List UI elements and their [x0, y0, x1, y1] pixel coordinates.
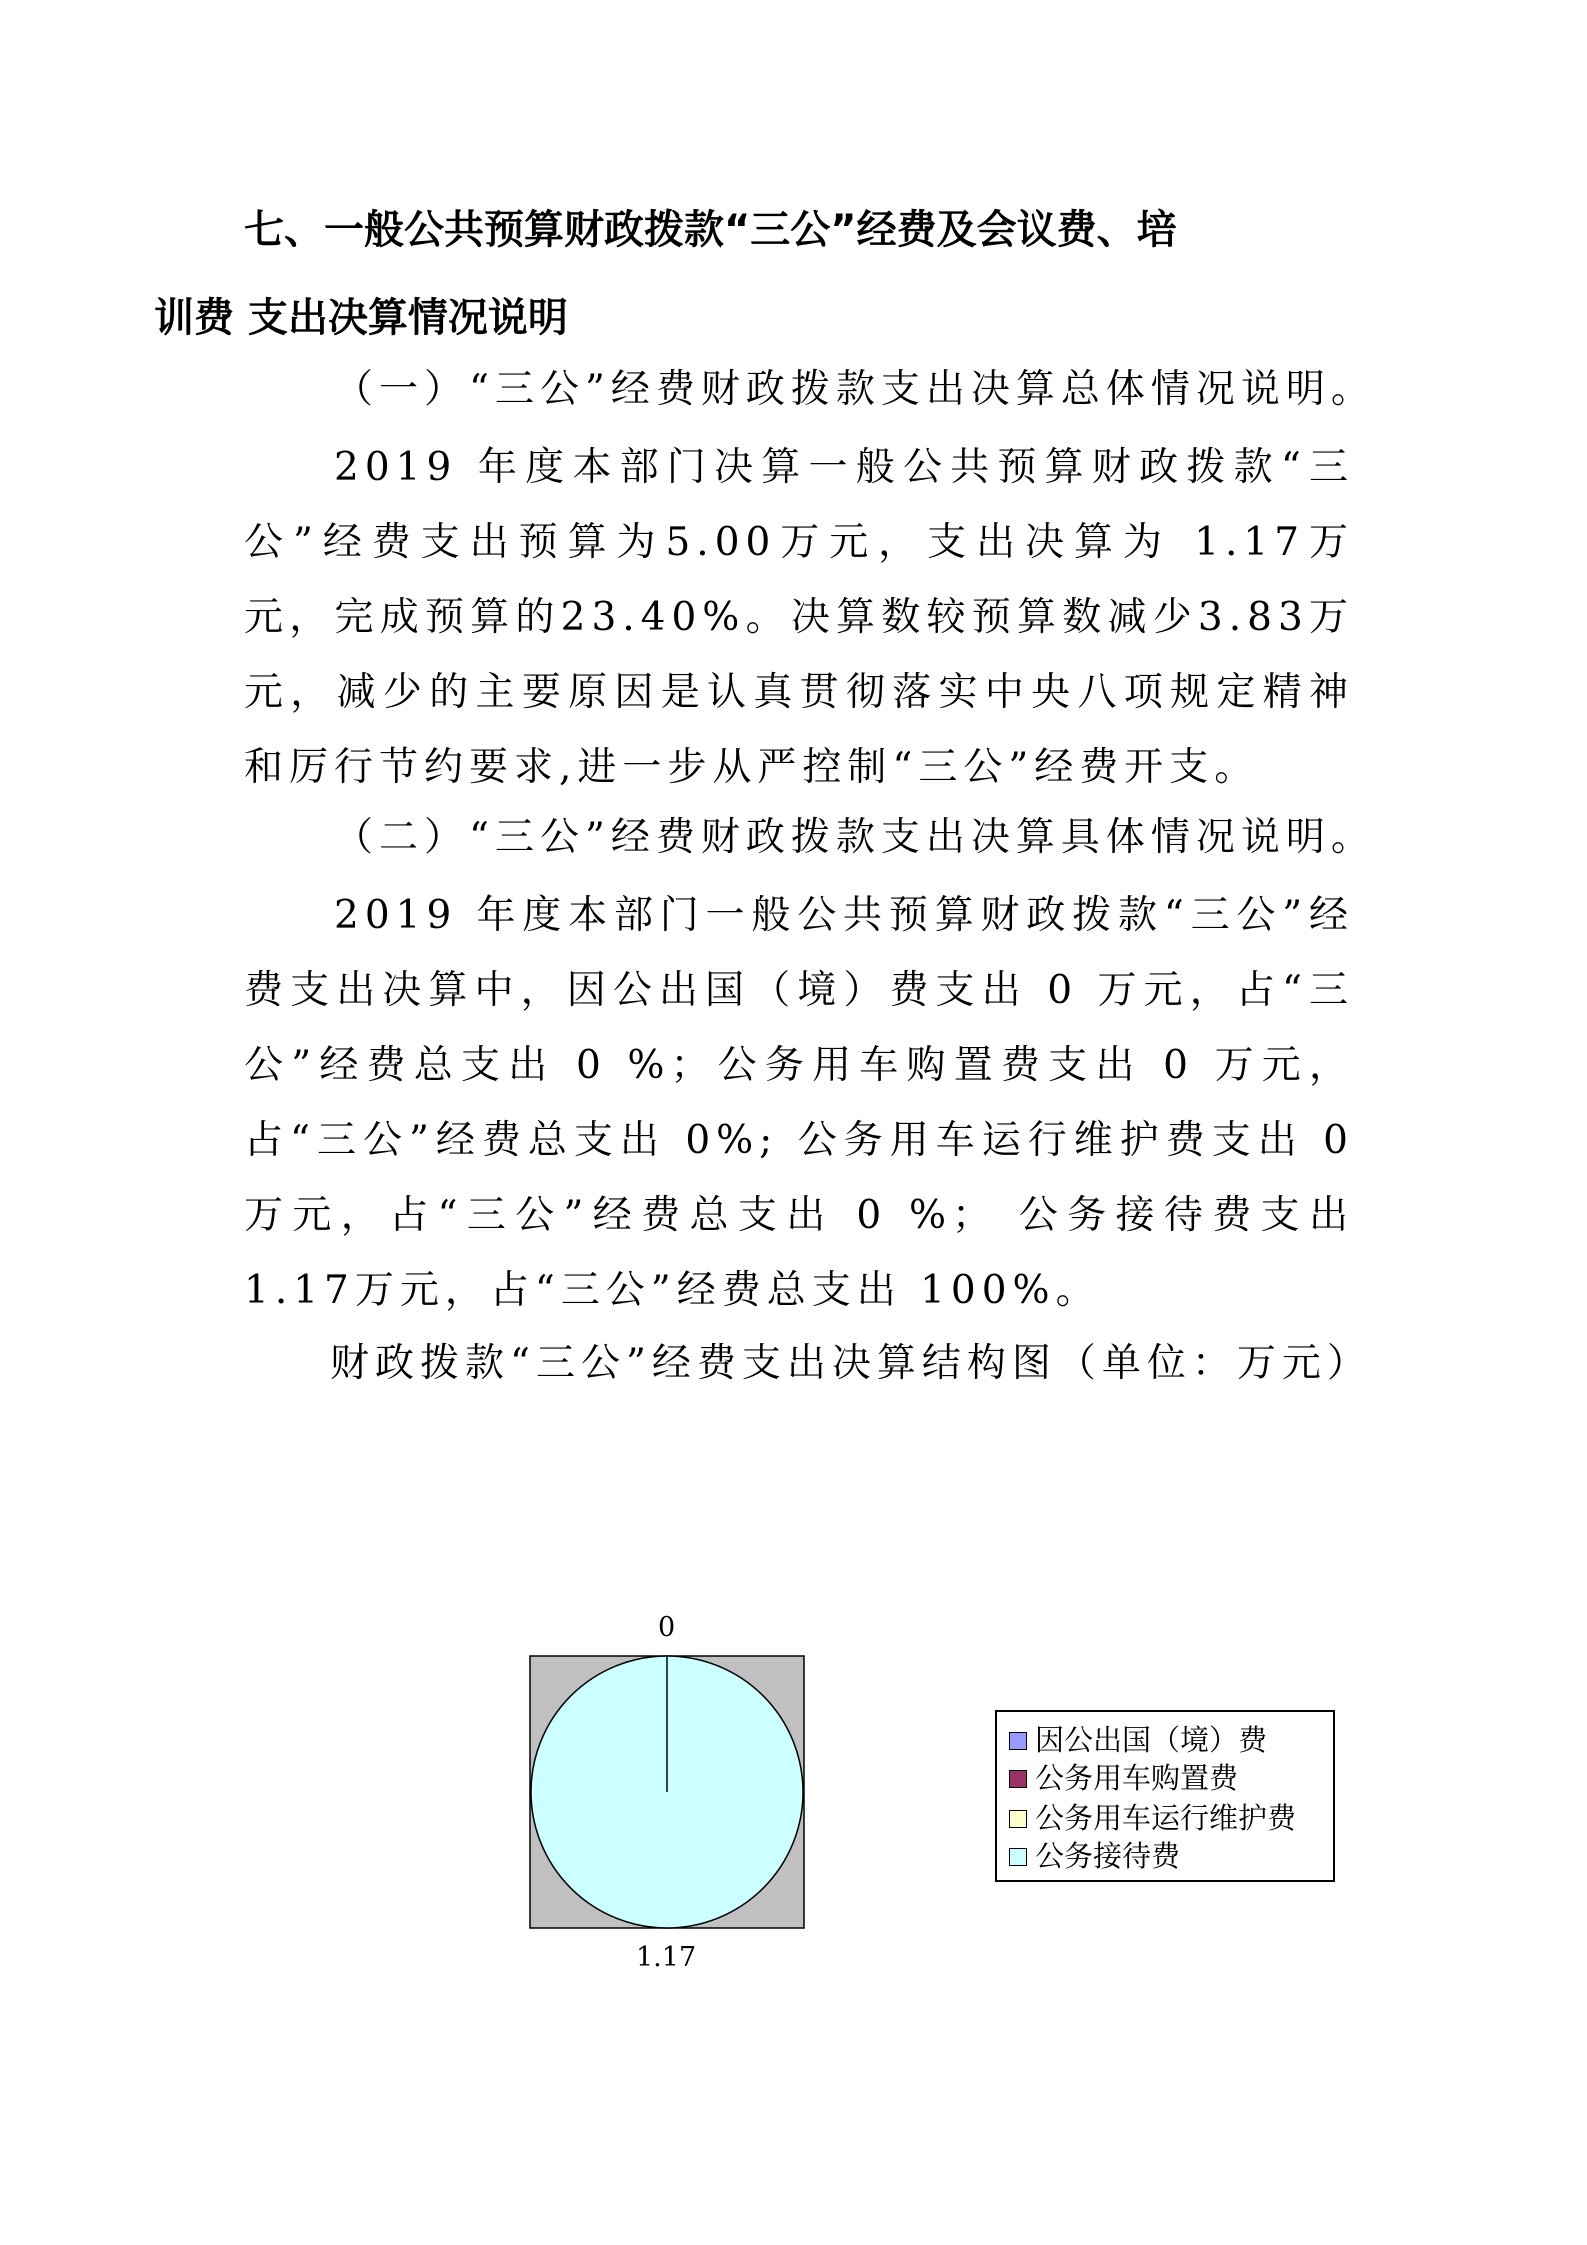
pie-slice	[531, 1656, 803, 1928]
legend-label: 因公出国（境）费	[1035, 1723, 1268, 1757]
plot-area	[530, 1656, 804, 1928]
heading-line-1: 七、一般公共预算财政拨款“三公”经费及会议费、培	[244, 207, 1177, 253]
legend-swatch	[1009, 1770, 1027, 1788]
section-heading	[154, 186, 1354, 362]
section1-body	[244, 430, 1354, 805]
legend-label: 公务用车运行维护费	[1035, 1801, 1297, 1835]
heading-line-2: 训费 支出决算情况说明	[154, 295, 568, 341]
section1-body-text: 2019 年度本部门决算一般公共预算财政拨款“三公”经费支出预算为5.00万元，支出决算为 1.17万元，完成预算的23.40%。决算数较预算数减少3.83万元，减少的主要原因是认真贯彻落实中央八项规定精神和厉行节约要求,进一步从严控制“三公”经费开支。	[244, 445, 1354, 790]
legend-swatch	[1009, 1810, 1027, 1828]
legend-swatch	[1009, 1732, 1027, 1750]
chart-caption: 财政拨款“三公”经费支出决算结构图（单位：万元）	[330, 1341, 1372, 1386]
legend-swatch	[1009, 1848, 1027, 1866]
section2-title: （二）“三公”经费财政拨款支出决算具体情况说明。	[334, 815, 1376, 860]
section2-body-text: 2019 年度本部门一般公共预算财政拨款“三公”经费支出决算中，因公出国（境）费支出 0 万元，占“三公”经费总支出 0 %；公务用车购置费支出 0 万元，占“三公”经费总支出 0%; 公务用车运行维护费支出 0 万元，占“三公”经费总支出 0 %； 公务接待费支出1.17万元，占“三公”经费总支出 100%。	[244, 893, 1354, 1313]
pie-label-top: 0	[658, 1612, 676, 1643]
section2-body	[244, 878, 1354, 1328]
pie-label-bottom: 1.17	[636, 1942, 697, 1973]
section1-title: （一）“三公”经费财政拨款支出决算总体情况说明。	[334, 367, 1376, 412]
legend-label: 公务接待费	[1035, 1839, 1181, 1873]
chart-legend	[995, 1710, 1335, 1882]
legend-label: 公务用车购置费	[1035, 1761, 1239, 1795]
